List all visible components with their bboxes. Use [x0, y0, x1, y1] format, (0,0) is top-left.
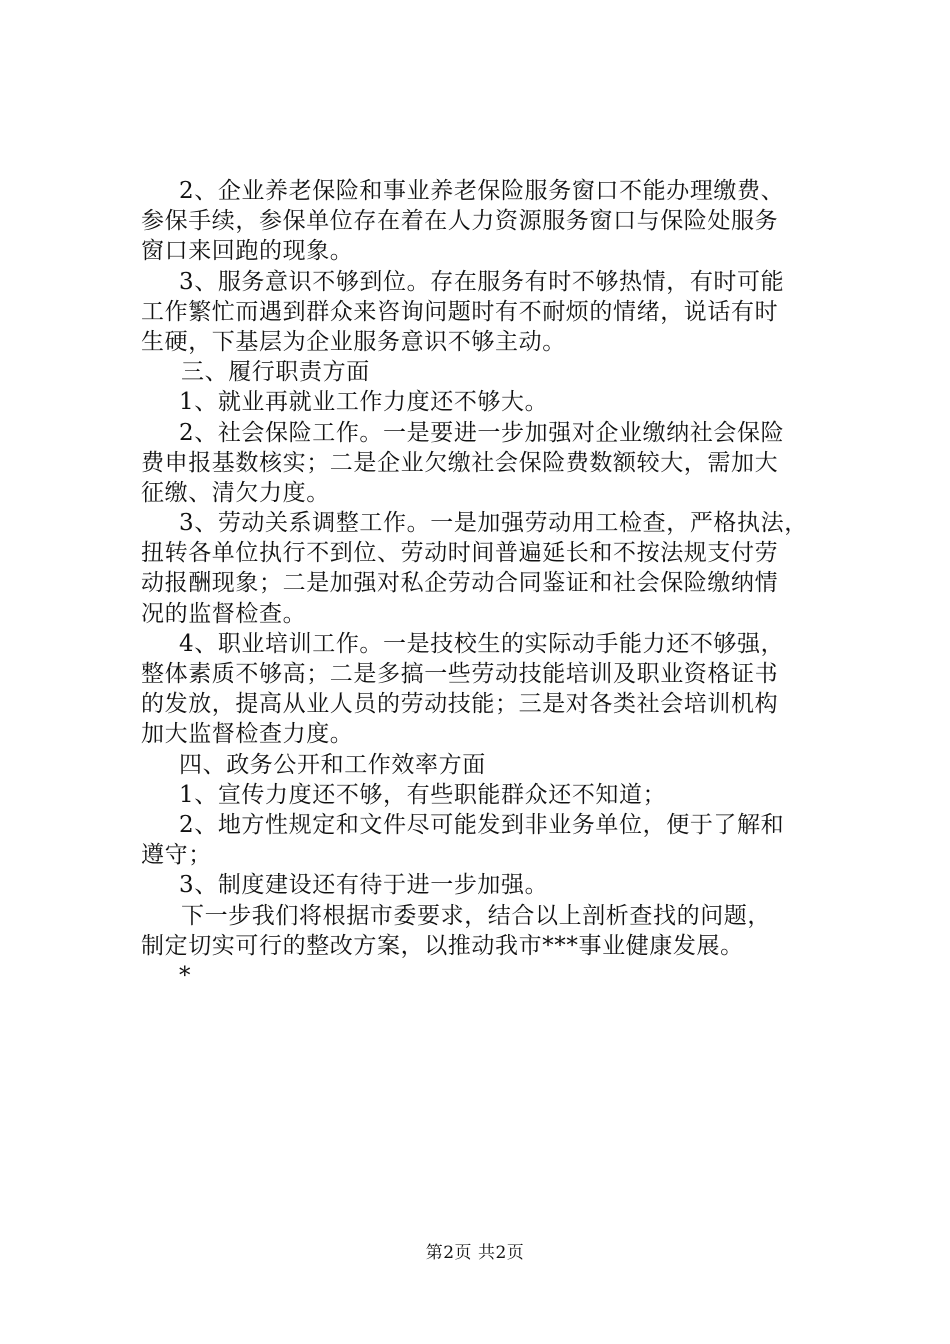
asterisk-mark: *: [179, 962, 192, 989]
paragraph-line: 整体素质不够高；二是多搞一些劳动技能培训及职业资格证书: [141, 661, 779, 687]
section-heading: 三、履行职责方面: [181, 359, 370, 386]
paragraph-line: 遵守；: [141, 842, 212, 869]
page-number-footer: 第2页 共2页: [425, 1243, 525, 1263]
paragraph-line: 动报酬现象；二是加强对私企劳动合同鉴证和社会保险缴纳情: [141, 570, 779, 597]
paragraph-line: 制定切实可行的整改方案，以推动我市***事业健康发展。: [141, 932, 744, 959]
paragraph-line: 征缴、清欠力度。: [141, 479, 330, 506]
paragraph-line: 况的监督检查。: [141, 600, 307, 627]
document-body: [141, 176, 841, 991]
paragraph-line: 扭转各单位执行不到位、劳动时间普遍延长和不按法规支付劳: [141, 540, 779, 567]
paragraph-line: 生硬，下基层为企业服务意识不够主动。: [141, 328, 566, 355]
section-heading: 四、政务公开和工作效率方面: [179, 751, 486, 778]
paragraph-line: 3、劳动关系调整工作。一是加强劳动用工检查，严格执法，: [179, 510, 808, 537]
paragraph-line: 窗口来回跑的现象。: [141, 238, 354, 265]
paragraph-line: 参保手续，参保单位存在着在人力资源服务窗口与保险处服务: [141, 208, 779, 235]
paragraph-line: 1、就业再就业工作力度还不够大。: [179, 389, 549, 416]
paragraph-line: 4、职业培训工作。一是技校生的实际动手能力还不够强，: [179, 630, 785, 657]
paragraph-line: 2、企业养老保险和事业养老保险服务窗口不能办理缴费、: [179, 178, 785, 204]
paragraph-line: 2、社会保险工作。一是要进一步加强对企业缴纳社会保险: [179, 419, 785, 446]
paragraph-line: 1、宣传力度还不够，有些职能群众还不知道；: [179, 781, 667, 808]
paragraph-line: 费申报基数核实；二是企业欠缴社会保险费数额较大，需加大: [141, 449, 779, 476]
paragraph-line: 加大监督检查力度。: [141, 721, 354, 748]
paragraph-line: 3、服务意识不够到位。存在服务有时不够热情，有时可能: [179, 268, 785, 295]
paragraph-line: 2、地方性规定和文件尽可能发到非业务单位，便于了解和: [179, 811, 785, 838]
paragraph-line: 的发放，提高从业人员的劳动技能；三是对各类社会培训机构: [141, 691, 779, 718]
paragraph-line: 下一步我们将根据市委要求，结合以上剖析查找的问题，: [181, 902, 771, 929]
paragraph-line: 3、制度建设还有待于进一步加强。: [179, 872, 549, 899]
paragraph-line: 工作繁忙而遇到群众来咨询问题时有不耐烦的情绪，说话有时: [141, 298, 779, 325]
